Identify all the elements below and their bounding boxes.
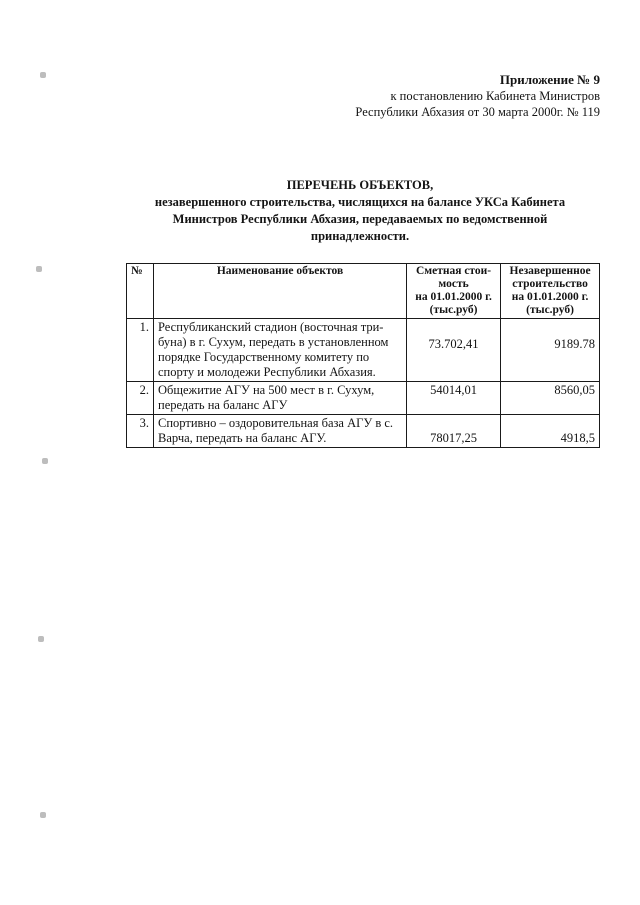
incomplete-value: 9189.78 [501,319,600,382]
object-name-line: передать на баланс АГУ [158,398,288,412]
header-text: (тыс.руб) [526,304,574,316]
document-heading [125,177,595,245]
row-number: 1. [127,319,154,382]
heading-line: принадлежности. [310,229,410,243]
header-name: Наименование объектов [154,264,407,319]
scan-mark [40,812,46,818]
scan-mark [38,636,44,642]
header-text: (тыс.руб) [429,304,478,316]
object-name-line: Общежитие АГУ на 500 мест в г. Сухум, [158,383,375,397]
table-row [127,415,600,448]
table-row [127,319,600,382]
header-text: Незавершенное [509,265,591,277]
header-text: на 01.01.2000 г. [415,291,492,303]
header-incomplete [501,264,600,319]
incomplete-value: 4918,5 [501,415,600,448]
header-text: строительство [512,278,588,290]
heading-title: ПЕРЕЧЕНЬ ОБЪЕКТОВ, [286,178,434,192]
object-name-line: спорту и молодежи Республики Абхазия. [158,365,376,379]
object-name-line: Спортивно – оздоровительная база АГУ в с. [158,416,394,430]
scan-mark [40,72,46,78]
object-name [154,382,407,415]
object-name [154,415,407,448]
appendix-block [355,72,600,120]
incomplete-value: 8560,05 [501,382,600,415]
header-text: на 01.01.2000 г. [511,291,589,303]
estimate-value: 54014,01 [407,382,501,415]
appendix-line: к постановлению Кабинета Министров [390,89,600,103]
object-name-line: буна) в г. Сухум, передать в установленном [158,335,389,349]
object-name-line: Республиканский стадион (восточная три- [158,320,384,334]
object-name [154,319,407,382]
objects-table [126,263,600,448]
appendix-line: Республики Абхазия от 30 марта 2000г. № 119 [355,105,600,119]
scan-mark [42,458,48,464]
header-text: Сметная стои- [415,265,492,277]
heading-line: Министров Республики Абхазия, передаваемых по ведомственной [172,212,548,226]
table-header-row [127,264,600,319]
scan-mark [36,266,42,272]
appendix-title: Приложение № 9 [499,72,600,87]
header-text: мость [438,278,469,290]
heading-line: незавершенного строительства, числящихся на балансе УКСа Кабинета [154,195,566,209]
estimate-value: 73.702,41 [407,319,501,382]
row-number: 3. [127,415,154,448]
object-name-line: порядке Государственному комитету по [158,350,370,364]
estimate-value: 78017,25 [407,415,501,448]
header-num: № [127,264,154,319]
table-row [127,382,600,415]
header-estimate [407,264,501,319]
row-number: 2. [127,382,154,415]
object-name-line: Варча, передать на баланс АГУ. [158,431,327,445]
